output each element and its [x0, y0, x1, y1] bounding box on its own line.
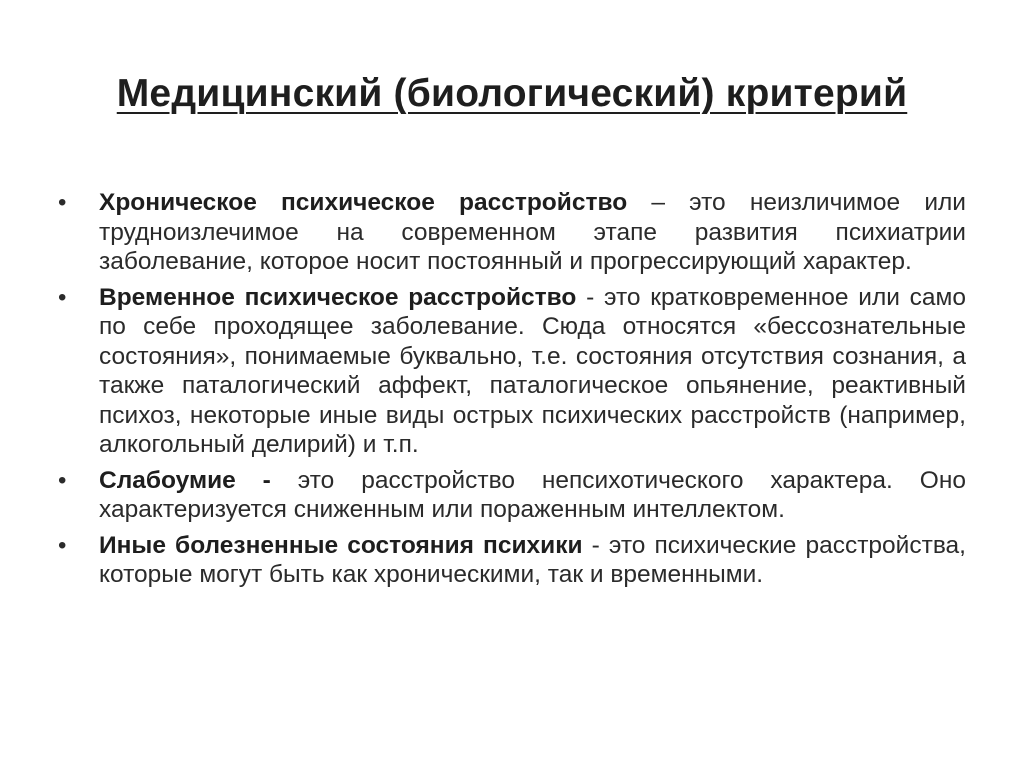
bullet-item-chronic-disorder: [58, 188, 966, 277]
slide-title-text: Медицинский (биологический) критерий: [116, 72, 908, 115]
bullet-icon: •: [58, 531, 67, 559]
bullet-item-other-states: [58, 531, 966, 590]
bullet-item-dementia: [58, 466, 966, 525]
slide-title: [0, 72, 1024, 116]
definition-dementia: это расстройство непсихотического характера. Оно характеризуется сниженным или пораженным интеллектом.: [99, 466, 966, 523]
bullet-item-temporary-disorder: [58, 283, 966, 460]
definition-other-states: - это психические расстройства, которые могут быть как хроническими, так и временными.: [99, 531, 966, 588]
bullet-icon: •: [58, 283, 67, 311]
term-other-states: Иные болезненные состояния психики: [99, 531, 583, 559]
definition-chronic-disorder: – это неизличимое или трудноизлечимое на современном этапе развития психиатрии заболевание, которое носит постоянный и прогрессирующий характер.: [99, 189, 966, 275]
bullet-icon: •: [58, 466, 67, 494]
term-temporary-disorder: Временное психическое расстройство: [99, 283, 577, 311]
bullet-list: [58, 188, 966, 590]
slide-content: [58, 188, 966, 596]
bullet-icon: •: [58, 189, 67, 216]
term-dementia: Слабоумие -: [99, 466, 271, 494]
term-chronic-disorder: Хроническое психическое расстройство: [99, 189, 628, 216]
definition-temporary-disorder: - это кратковременное или само по себе проходящее заболевание. Сюда относятся «бессознательные состояния», понимаемые буквально, т.е. состояния отсутствия сознания, а также паталогический аффект, паталогическое опьянение, реактивный психоз, некоторые иные виды острых психических расстройств (например, алкогольный делирий) и т.п.: [99, 283, 967, 458]
